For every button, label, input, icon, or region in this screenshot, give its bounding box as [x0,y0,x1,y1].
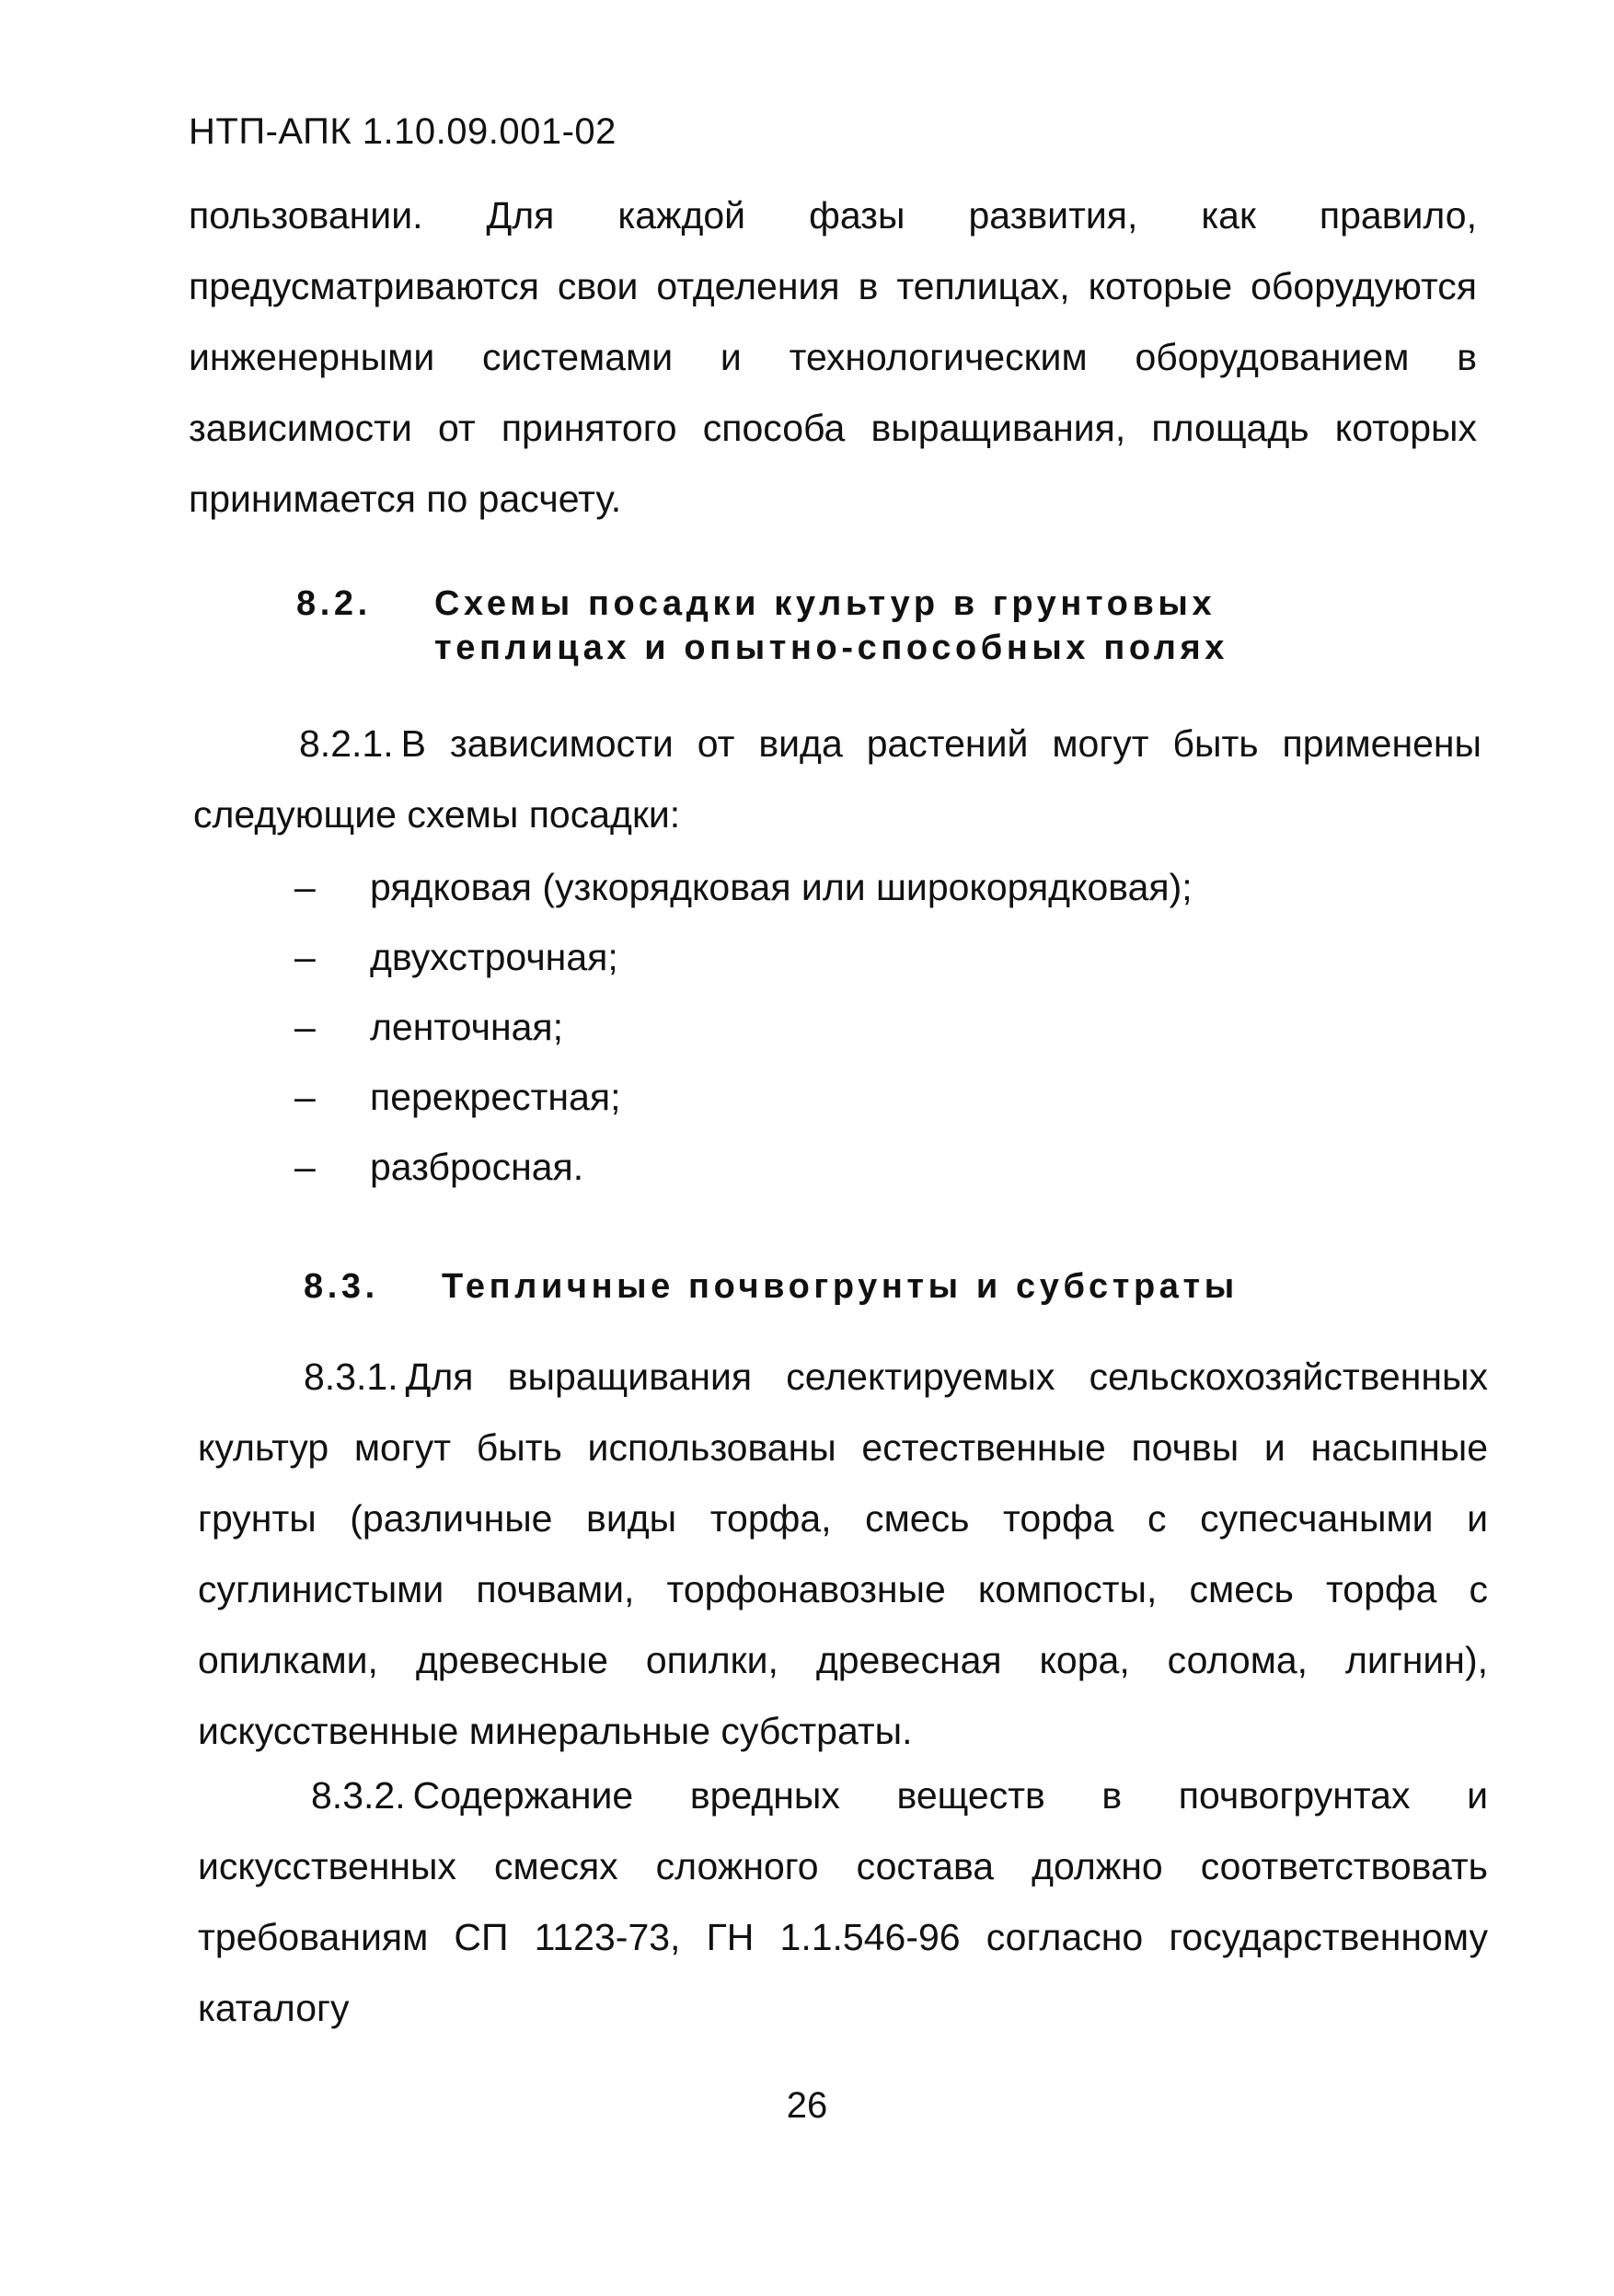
list-item-text: разбросная. [370,1146,584,1188]
list-item-text: двухстрочная; [370,936,618,978]
clause-text: В зависимости от вида растений могут быть применены следующие схемы посадки: [193,722,1481,836]
section-8-2-heading [296,582,1493,674]
list-item [294,1132,1193,1202]
section-number: 8.2. [296,584,372,623]
list-item-text: рядковая (узкорядковая или широкорядковая); [370,866,1193,908]
planting-schemes-list [294,852,1193,1202]
clause-number: 8.3.2. [311,1774,406,1817]
intro-paragraph: пользовании. Для каждой фазы развития, как правило, предусматриваются свои отделения в теплицах, которые оборудуются инженерными системами и технологическим оборудованием в зависимости от принятого способа выращивания, площадь которых принимается по расчету. [189,194,1477,520]
section-title: Тепличные почвогрунты и субстраты [442,1267,1239,1306]
list-item [294,922,1193,992]
dash-bullet: – [294,1006,316,1048]
clause-number: 8.3.1. [304,1356,398,1398]
clause-text: Для выращивания селектируемых сельскохозяйственных культур могут быть использованы естественные почвы и насыпные грунты (различные виды торфа, смесь торфа с супесчаными и суглинистыми почвами, торфонавозные компосты, смесь торфа с опилками, древесные опилки, древесная кора, солома, лигнин), искусственные минеральные субстраты. [198,1356,1488,1752]
clause-number: 8.2.1. [299,722,394,765]
list-item [294,852,1193,922]
clause-text: Содержание вредных веществ в почвогрунтах и искусственных смесях сложного состава должно соответствовать требованиям СП 1123-73, ГН 1.1.546-96 согласно государственному каталогу [198,1774,1488,2029]
dash-bullet: – [294,936,316,978]
section-title-line-1: Схемы посадки культур в грунтовых [434,584,1216,623]
section-title-line-2: теплицах и опытно-способных полях [434,629,1228,667]
dash-bullet: – [294,1076,316,1118]
clause-8-3-2 [198,1760,1488,2044]
clause-8-3-1 [198,1342,1488,1767]
page-number: 26 [786,2085,828,2126]
list-item [294,1062,1193,1132]
clause-8-2-1 [193,709,1481,850]
list-item-text: ленточная; [370,1006,563,1048]
section-title [434,582,1228,670]
list-item-text: перекрестная; [370,1076,621,1118]
dash-bullet: – [294,866,316,908]
section-8-3-heading [304,1264,1500,1310]
list-item [294,992,1193,1062]
section-number: 8.3. [304,1267,379,1306]
document-code-header: НТП-АПК 1.10.09.001-02 [189,111,617,152]
dash-bullet: – [294,1146,316,1188]
